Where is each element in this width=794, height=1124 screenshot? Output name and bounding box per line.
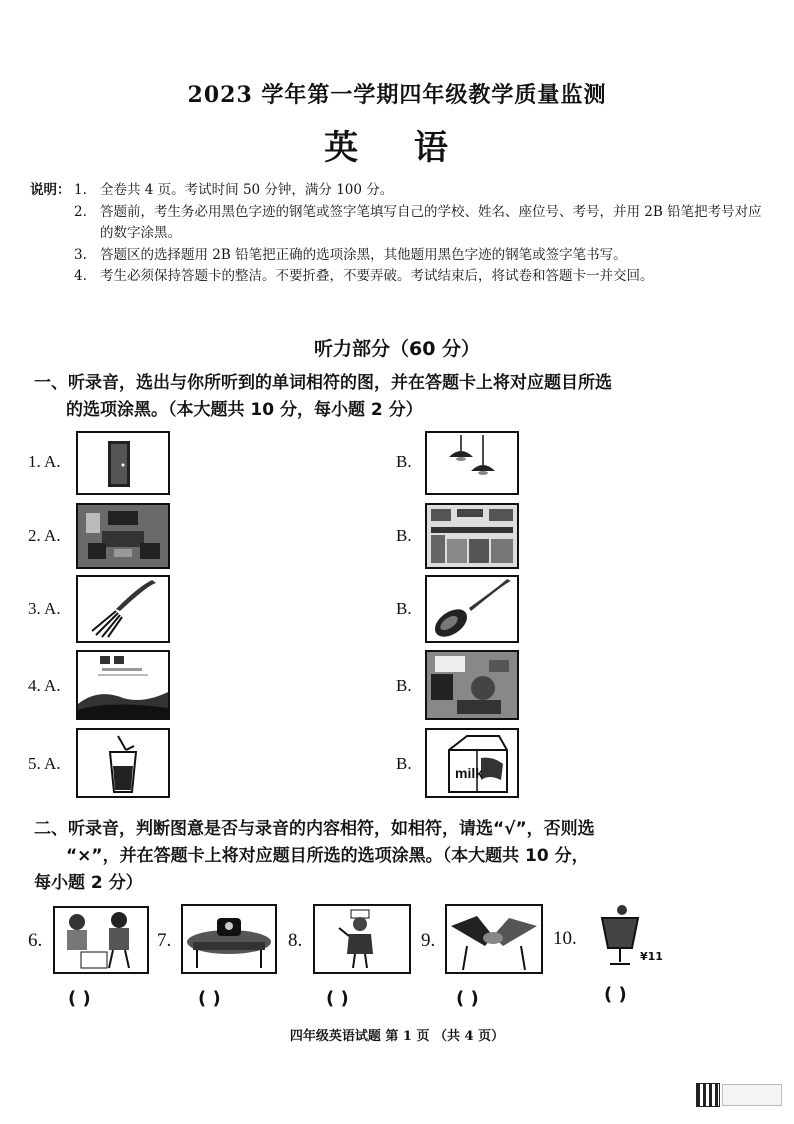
instruction-number: 2.: [74, 203, 87, 220]
telephone-on-table-icon: [183, 906, 275, 972]
instruction-text: 答题前，考生务必用黑色字迹的钢笔或签字笔填写自己的学校、姓名、座位号、考号，并用 2B 铅笔把考号对应的数字涂黑。: [100, 203, 762, 241]
cola-icon: [78, 730, 168, 796]
section1-line1: 一、听录音，选出与你所听到的单词相符的图，并在答题卡上将对应题目所选: [34, 373, 612, 393]
section2-line1: 二、听录音，判断图意是否与录音的内容相符，如相符，请选“√”，否则选: [34, 819, 595, 839]
q10-label: 10.: [553, 928, 577, 949]
q3-b-label: B.: [396, 599, 412, 618]
q6-picture: [53, 906, 149, 974]
lamps-icon: [427, 433, 517, 493]
handshake-icon: [447, 906, 541, 972]
section2-line3: 每小题 2 分）: [34, 873, 143, 893]
poster-icon: [427, 652, 517, 718]
subject-title: 英 语: [324, 128, 470, 168]
q8-picture: [313, 904, 411, 974]
q8-label: 8.: [288, 930, 303, 951]
q3-a-label: 3. A.: [28, 599, 61, 618]
q1-a-option[interactable]: [76, 431, 170, 495]
q1-a-label: 1. A.: [28, 452, 61, 471]
milk-carton-icon: [427, 730, 517, 796]
instruction-item: [30, 266, 770, 288]
instruction-text: 答题区的选择题用 2B 铅笔把正确的选项涂黑，其他题用黑色字迹的钢笔或签字笔书写。: [100, 246, 627, 263]
exam-title: 2023 学年第一学期四年级教学质量监测: [187, 82, 607, 108]
instruction-number: 3.: [74, 246, 87, 263]
milk-label: milk: [455, 765, 484, 781]
q4-b-option[interactable]: [425, 650, 519, 720]
q2-b-label: B.: [396, 526, 412, 545]
q6-label: 6.: [28, 930, 43, 951]
children-drawing-icon: [55, 908, 147, 972]
scanner-watermark: [722, 1084, 782, 1106]
section2-instructions: [34, 816, 764, 897]
q8-answer[interactable]: ( ): [326, 988, 349, 1009]
landscape-icon: [78, 652, 168, 718]
living-room-icon: [78, 505, 168, 567]
qr-code-icon: [696, 1083, 720, 1107]
q1-b-option[interactable]: [425, 431, 519, 495]
q2-b-option[interactable]: [425, 503, 519, 569]
section2-line2: “×”，并在答题卡上将对应题目所选的选项涂黑。（本大题共 10 分，: [66, 846, 589, 866]
q5-a-label: 5. A.: [28, 754, 61, 773]
q9-label: 9.: [421, 930, 436, 951]
q4-a-label: 4. A.: [28, 676, 61, 695]
q4-b-label: B.: [396, 676, 412, 695]
section1-line2: 的选项涂黑。（本大题共 10 分，每小题 2 分）: [66, 400, 423, 420]
q5-b-option[interactable]: [425, 728, 519, 798]
listening-heading: 听力部分（60 分）: [313, 338, 481, 360]
q5-b-label: B.: [396, 754, 412, 773]
q7-picture: [181, 904, 277, 974]
instructions-label: 说明：: [30, 182, 71, 198]
q2-a-label: 2. A.: [28, 526, 61, 545]
door-icon: [78, 433, 168, 493]
q1-b-label: B.: [396, 452, 412, 471]
juice-icon: [586, 902, 678, 972]
instruction-item: [30, 202, 770, 245]
instruction-item: [30, 180, 770, 202]
q9-picture: [445, 904, 543, 974]
instruction-text: 全卷共 4 页。考试时间 50 分钟，满分 100 分。: [100, 182, 394, 198]
q5-a-option[interactable]: [76, 728, 170, 798]
q7-label: 7.: [157, 930, 172, 951]
kitchen-icon: [427, 505, 517, 567]
q4-a-option[interactable]: [76, 650, 170, 720]
fork-icon: [78, 577, 168, 641]
section1-instructions: [34, 370, 754, 424]
instruction-number: 1.: [74, 182, 87, 198]
q2-a-option[interactable]: [76, 503, 170, 569]
q3-b-option[interactable]: [425, 575, 519, 643]
price-label: ¥11: [640, 950, 663, 963]
nurse-icon: [315, 906, 409, 972]
instruction-number: 4.: [74, 268, 87, 284]
q9-answer[interactable]: ( ): [456, 988, 479, 1009]
q6-answer[interactable]: ( ): [68, 988, 91, 1009]
instruction-item: [30, 245, 770, 267]
page-footer: 四年级英语试题 第 1 页 （共 4 页）: [289, 1029, 505, 1044]
q10-answer[interactable]: ( ): [604, 984, 627, 1005]
q7-answer[interactable]: ( ): [198, 988, 221, 1009]
instructions: [30, 180, 770, 288]
q10-picture: [586, 902, 678, 972]
instruction-text: 考生必须保持答题卡的整洁。不要折叠，不要弄破。考试结束后，将试卷和答题卡一并交回。: [100, 268, 654, 284]
q3-a-option[interactable]: [76, 575, 170, 643]
spoon-icon: [427, 577, 517, 641]
